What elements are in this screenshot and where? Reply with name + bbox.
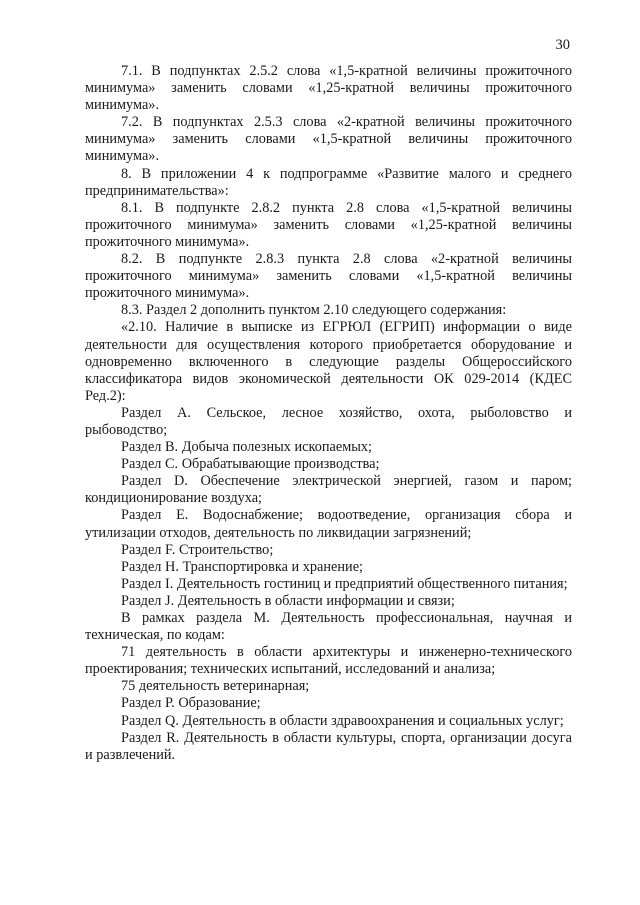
list-item: Раздел А. Сельское, лесное хозяйство, охота, рыболовство и рыбоводство; <box>85 404 572 438</box>
list-item: Раздел F. Строительство; <box>121 541 274 558</box>
list-item: Раздел I. Деятельность гостиниц и предприятий общественного питания; <box>121 575 568 592</box>
paragraph: 7.2. В подпунктах 2.5.3 слова «2-кратной величины прожиточного минимума» заменить словами «1,5-кратной величины прожиточного минимума». <box>85 114 572 165</box>
list-item: Раздел J. Деятельность в области информации и связи; <box>121 592 455 609</box>
list-item: Раздел С. Обрабатывающие производства; <box>121 456 380 473</box>
paragraph: 8.3. Раздел 2 дополнить пунктом 2.10 следующего содержания: <box>121 302 507 319</box>
list-item: В рамках раздела М. Деятельность профессиональная, научная и техническая, по кодам: <box>85 610 572 644</box>
list-item: Раздел В. Добыча полезных ископаемых; <box>121 439 372 456</box>
paragraph: 7.1. В подпунктах 2.5.2 слова «1,5-кратной величины прожиточного минимума» заменить словами «1,25-кратной величины прожиточного минимума». <box>85 63 572 114</box>
list-item: 75 деятельность ветеринарная; <box>121 678 310 695</box>
list-item: Раздел Н. Транспортировка и хранение; <box>121 558 364 575</box>
list-item: Раздел Р. Образование; <box>121 695 261 712</box>
page-number: 30 <box>555 37 570 53</box>
list-item: 71 деятельность в области архитектуры и инженерно-технического проектирования; технических испытаний, исследований и анализа; <box>85 644 572 678</box>
paragraph: 8.2. В подпункте 2.8.3 пункта 2.8 слова «2-кратной величины прожиточного минимума» заменить словами «1,5-кратной величины прожиточного минимума». <box>85 251 572 302</box>
list-item: Раздел Q. Деятельность в области здравоохранения и социальных услуг; <box>121 712 564 729</box>
list-item: Раздел D. Обеспечение электрической энергией, газом и паром; кондиционирование воздуха; <box>85 473 572 507</box>
list-item: Раздел R. Деятельность в области культуры, спорта, организации досуга и развлечений. <box>85 729 572 763</box>
paragraph: «2.10. Наличие в выписке из ЕГРЮЛ (ЕГРИП) информации о виде деятельности для осуществления которого приобретается оборудование и одновременно включенного в следующие разделы Общероссийского классификатора видов экономической деятельности ОК 029-2014 (КДЕС Ред.2): <box>85 319 572 404</box>
paragraph: 8. В приложении 4 к подпрограмме «Развитие малого и среднего предпринимательства»: <box>85 165 572 199</box>
list-item: Раздел Е. Водоснабжение; водоотведение, организация сбора и утилизации отходов, деятельность по ликвидации загрязнений; <box>85 507 572 541</box>
paragraph: 8.1. В подпункте 2.8.2 пункта 2.8 слова «1,5-кратной величины прожиточного минимума» заменить словами «1,25-кратной величины прожиточного минимума». <box>85 199 572 250</box>
document-body <box>85 63 572 764</box>
